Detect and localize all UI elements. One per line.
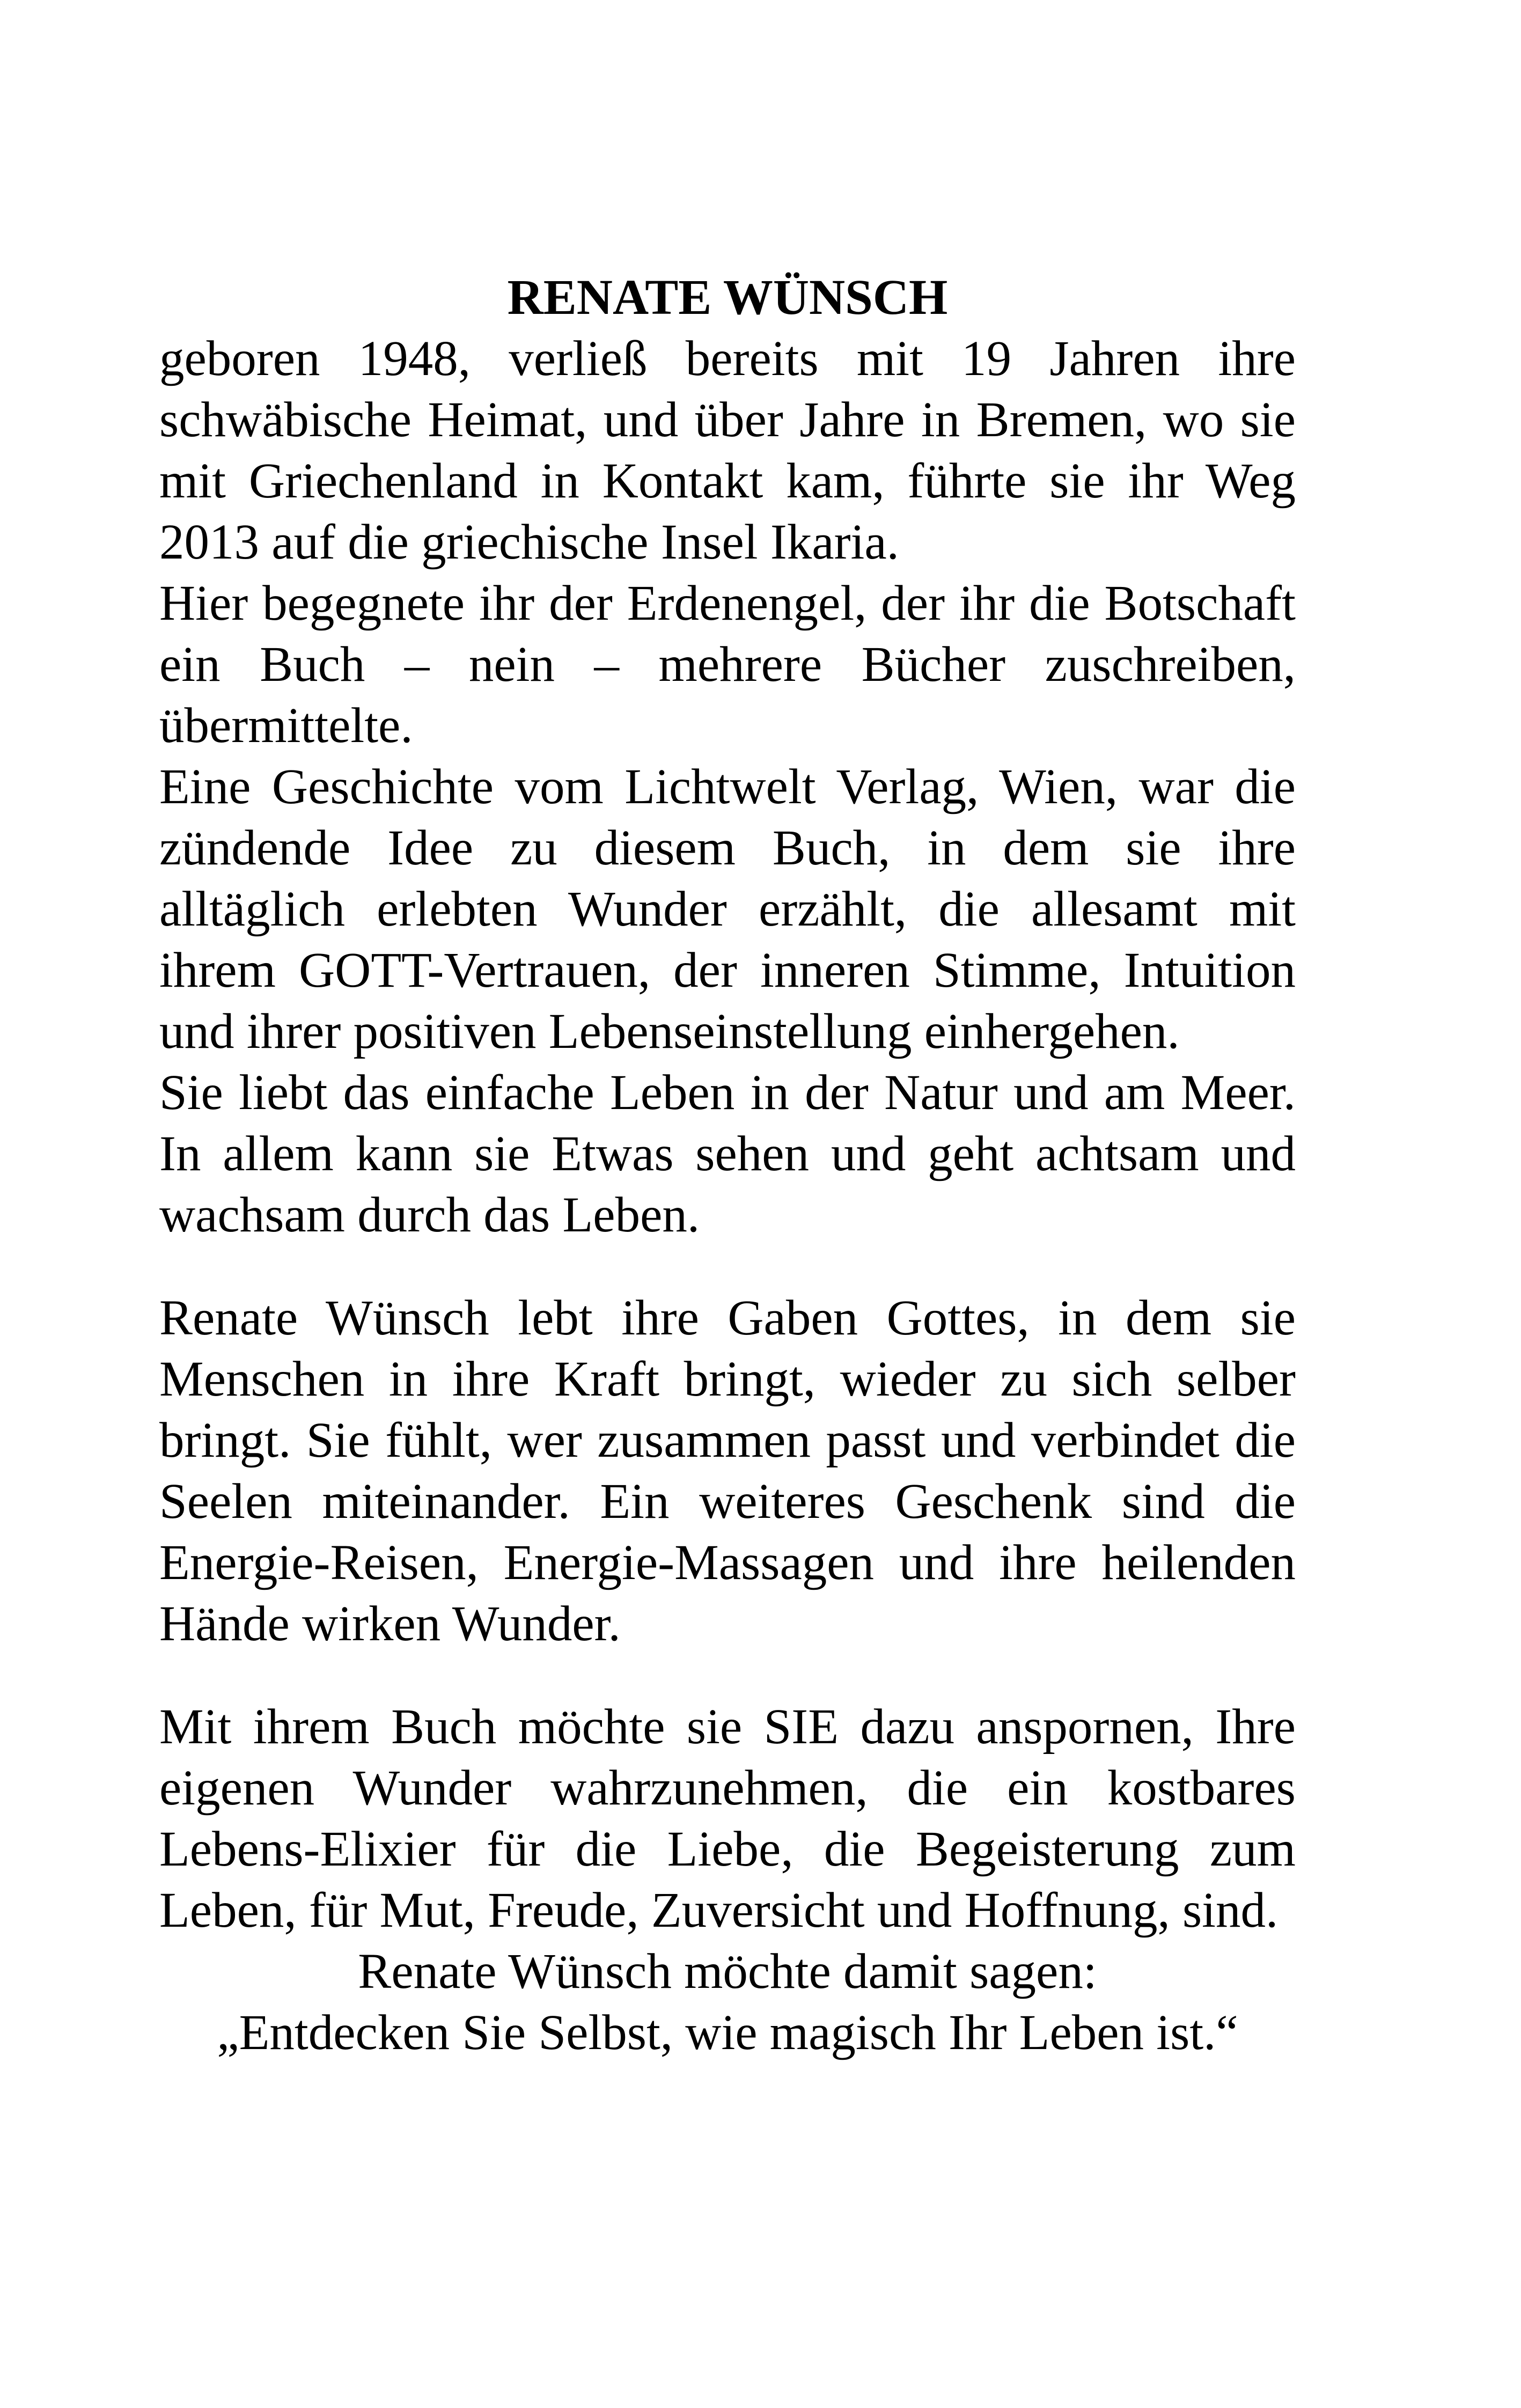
closing-intro-line: Renate Wünsch möchte damit sagen:	[358, 1944, 1097, 1999]
page-text-block	[159, 267, 1296, 2064]
gifts-paragraph: Renate Wünsch lebt ihre Gaben Gottes, in dem sie Menschen in ihre Kraft bringt, wieder zu sich selber bringt. Sie fühlt, wer zusammen passt und verbindet die Seelen miteinander. Ein weiteres Geschenk sind die Energie-Reisen, Energie-Massagen und ihre heilenden Hände wirken Wunder.	[159, 1290, 1296, 1651]
paragraph-spacer	[159, 1655, 1296, 1697]
paragraph-spacer	[159, 1246, 1296, 1288]
closing-quote-line: „Entdecken Sie Selbst, wie magisch Ihr Leben ist.“	[217, 2005, 1238, 2060]
author-title: RENATE WÜNSCH	[507, 270, 948, 325]
biography-paragraph: Hier begegnete ihr der Erdenengel, der ihr die Botschaft ein Buch – nein – mehrere Bücher zuschreiben, übermittelte.	[159, 576, 1296, 753]
biography-paragraph: Eine Geschichte vom Lichtwelt Verlag, Wien, war die zündende Idee zu diesem Buch, in dem sie ihre alltäglich erlebten Wunder erzählt, die allesamt mit ihrem GOTT-Vertrauen, der inneren Stimme, Intuition und ihrer positiven Lebenseinstellung einhergehen.	[159, 759, 1296, 1059]
book-purpose-paragraph: Mit ihrem Buch möchte sie SIE dazu anspornen, Ihre eigenen Wunder wahrzunehmen, die ein kostbares Lebens-Elixier für die Liebe, die Begeisterung zum Leben, für Mut, Freude, Zuversicht und Hoffnung, sind.	[159, 1699, 1296, 1938]
biography-paragraph: Sie liebt das einfache Leben in der Natur und am Meer. In allem kann sie Etwas sehen und geht achtsam und wachsam durch das Leben.	[159, 1065, 1296, 1243]
biography-paragraph: geboren 1948, verließ bereits mit 19 Jahren ihre schwäbische Heimat, und über Jahre in Bremen, wo sie mit Griechenland in Kontakt kam, führte sie ihr Weg 2013 auf die griechische Insel Ikaria.	[159, 331, 1296, 570]
